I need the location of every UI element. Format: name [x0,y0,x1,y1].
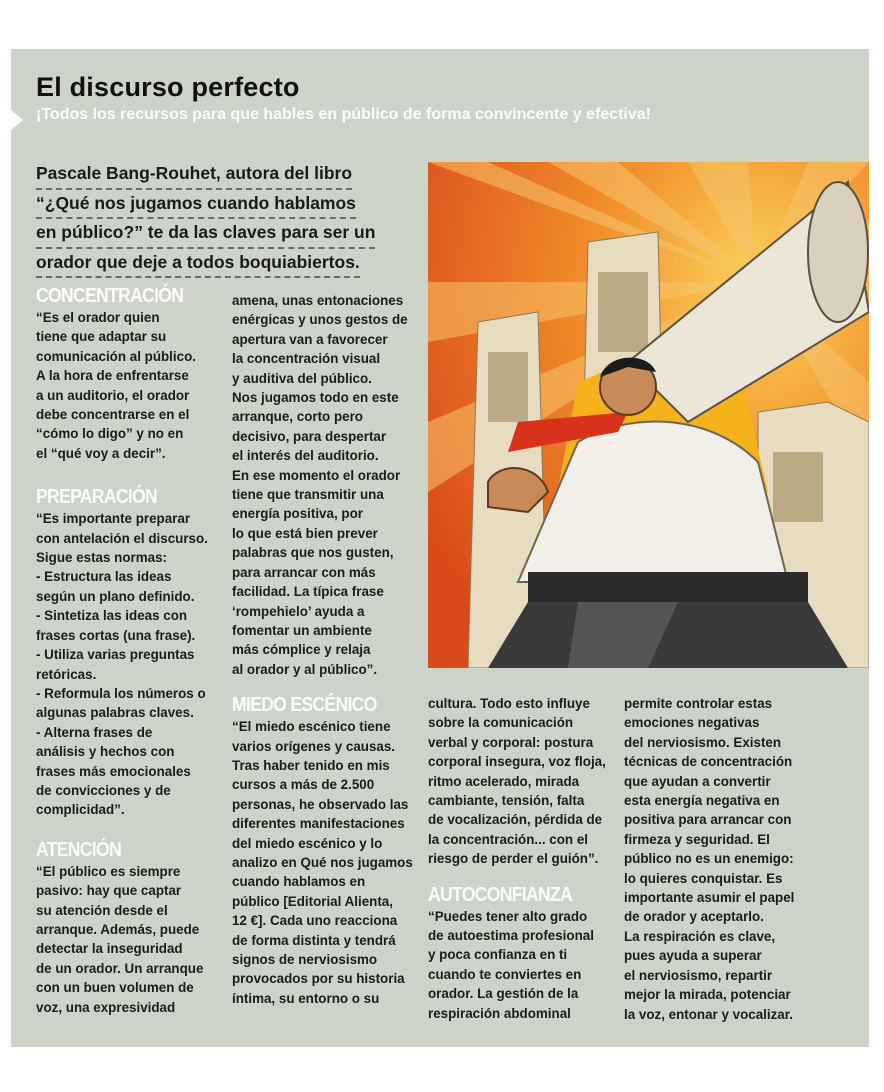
text-line: lo quieres conquistar. Es [624,870,783,886]
text-line: complicidad”. [36,802,125,818]
miedo-body [232,717,422,1008]
text-line: de vocalización, pérdida de [428,812,603,828]
text-line: el nerviosismo, repartir [624,967,773,983]
lead-line: orador que deje a todos boquiabiertos. [36,249,360,279]
text-line: público no es un enemigo: [624,851,794,867]
text-line: - Reformula los números o [36,685,206,701]
preparacion-body [36,509,226,820]
lead-line: en público?” te da las claves para ser un [36,219,375,249]
text-line: íntima, su entorno o su [232,990,380,1006]
megaphone-man-icon [428,162,869,668]
column-2 [232,291,422,1008]
text-line: orador. La gestión de la [428,986,579,1002]
text-line: con antelación el discurso. [36,530,208,546]
subtitle-arrow-icon [11,110,23,130]
text-line: Sigue estas normas: [36,550,167,566]
autoconfianza-body [428,907,618,1023]
text-line: de autoestima profesional [428,928,594,944]
text-line: provocados por su historia [232,971,405,987]
text-line: ‘rompehielo’ ayuda a [232,603,365,619]
text-line: “Puedes tener alto grado [428,908,588,924]
text-line: según un plano definido. [36,588,195,604]
lead-paragraph [36,160,391,278]
text-line: retóricas. [36,666,97,682]
text-line: decisivo, para despertar [232,428,387,444]
text-line: más cómplice y relaja [232,642,371,658]
text-line: positiva para arrancar con [624,812,792,828]
text-line: permite controlar estas [624,696,773,711]
text-line: frases cortas (una frase). [36,627,196,643]
text-line: “cómo lo digo” y no en [36,426,184,442]
text-line: su atención desde el [36,902,168,918]
lead-line: “¿Qué nos jugamos cuando hablamos [36,190,356,220]
text-line: debe concentrarse en el [36,407,190,423]
text-line: La respiración es clave, [624,928,776,944]
column-3 [428,694,618,1023]
text-line: enérgicas y unos gestos de [232,312,408,328]
text-line: pasivo: hay que captar [36,883,182,899]
text-line: la concentración... con el [428,831,588,847]
text-line: tiene que adaptar su [36,329,167,345]
text-line: Nos jugamos todo en este [232,390,399,406]
heading-preparacion: PREPARACIÓN [36,486,158,509]
text-line: analizo en Qué nos jugamos [232,854,413,870]
text-line: técnicas de concentración [624,754,793,770]
text-line: respiración abdominal [428,1005,571,1021]
article-title: El discurso perfecto [36,72,300,102]
text-line: - Utiliza varias preguntas [36,647,195,663]
text-line: arranque, corto pero [232,409,363,425]
text-line: diferentes manifestaciones [232,816,405,832]
text-line: amena, unas entonaciones [232,293,404,308]
text-line: “Es importante preparar [36,511,191,527]
text-line: al orador y al público”. [232,661,378,677]
heading-autoconfianza: AUTOCONFIANZA [428,883,573,906]
text-line: cuando hablamos en [232,874,366,890]
text-line: riesgo de perder el guión”. [428,851,599,867]
text-line: con un buen volumen de [36,980,194,996]
atencion-body [36,862,226,1017]
text-line: el “qué voy a decir”. [36,445,166,461]
autoconfianza-continued [624,694,824,1024]
heading-atencion: ATENCIÓN [36,838,121,861]
text-line: del nerviosismo. Existen [624,734,782,750]
text-line: emociones negativas [624,715,760,731]
text-line: cambiante, tensión, falta [428,793,585,809]
text-line: público [Editorial Alienta, [232,893,393,909]
text-line: de un orador. Un arranque [36,960,204,976]
text-line: tiene que transmitir una [232,487,384,503]
text-line: varios orígenes y causas. [232,738,396,754]
text-line: comunicación al público. [36,348,196,364]
text-line: cuando te conviertes en [428,966,582,982]
text-line: - Estructura las ideas [36,569,172,585]
megaphone-illustration [428,162,869,668]
text-line: verbal y corporal: postura [428,734,594,750]
heading-concentracion: CONCENTRACIÓN [36,285,184,307]
text-line: 12 €]. Cada uno reacciona [232,913,398,929]
text-line: “Es el orador quien [36,310,160,325]
miedo-continued [428,694,618,869]
concentracion-body [36,308,226,463]
text-line: pues ayuda a superar [624,948,762,964]
text-line: cursos a más de 2.500 [232,777,375,793]
text-line: facilidad. La típica frase [232,584,384,600]
text-line: algunas palabras claves. [36,705,194,721]
text-line: y poca confianza en ti [428,947,568,963]
text-line: apertura van a favorecer [232,331,388,347]
text-line: lo que está bien prever [232,525,378,541]
text-line: ritmo acelerado, mirada [428,773,580,789]
text-line: que ayudan a convertir [624,773,771,789]
article-subtitle: ¡Todos los recursos para que hables en público de forma convincente y efectiva! [36,106,651,123]
column-4 [624,694,824,1024]
atencion-continued [232,291,422,679]
text-line: la concentración visual [232,351,381,367]
text-line: y auditiva del público. [232,370,372,386]
text-line: para arrancar con más [232,564,376,580]
text-line: personas, he observado las [232,796,409,812]
text-line: sobre la comunicación [428,715,574,731]
text-line: análisis y hechos con [36,744,175,760]
text-line: detectar la inseguridad [36,941,183,957]
heading-miedo-escenico: MIEDO ESCÉNICO [232,694,377,717]
text-line: En ese momento el orador [232,467,401,483]
text-line: signos de nerviosismo [232,952,378,967]
text-line: frases más emocionales [36,763,191,779]
text-line: de orador y aceptarlo. [624,909,764,925]
text-line: de forma distinta y tendrá [232,932,396,948]
text-line: mejor la mirada, potenciar [624,987,791,1003]
text-line: palabras que nos gusten, [232,545,394,561]
text-line: voz, una expresividad [36,999,176,1015]
text-line: esta energía negativa en [624,793,780,809]
text-line: importante asumir el papel [624,890,795,906]
text-line: arranque. Además, puede [36,921,200,937]
text-line: fomentar un ambiente [232,622,372,638]
column-1 [36,284,226,1017]
text-line: del miedo escénico y lo [232,835,383,851]
text-line: la voz, entonar y vocalizar. [624,1006,793,1022]
lead-line: Pascale Bang-Rouhet, autora del libro [36,160,352,190]
text-line: A la hora de enfrentarse [36,368,189,384]
text-line: el interés del auditorio. [232,448,379,464]
text-line: - Alterna frases de [36,724,153,740]
text-line: firmeza y seguridad. El [624,831,770,847]
text-line: “El público es siempre [36,863,181,879]
text-line: a un auditorio, el orador [36,387,190,403]
text-line: de convicciones y de [36,782,171,798]
text-line: - Sintetiza las ideas con [36,608,188,624]
text-line: “El miedo escénico tiene [232,719,391,735]
text-line: energía positiva, por [232,506,363,522]
text-line: Tras haber tenido en mis [232,757,390,773]
text-line: corporal insegura, voz floja, [428,754,606,770]
text-line: cultura. Todo esto influye [428,696,590,711]
